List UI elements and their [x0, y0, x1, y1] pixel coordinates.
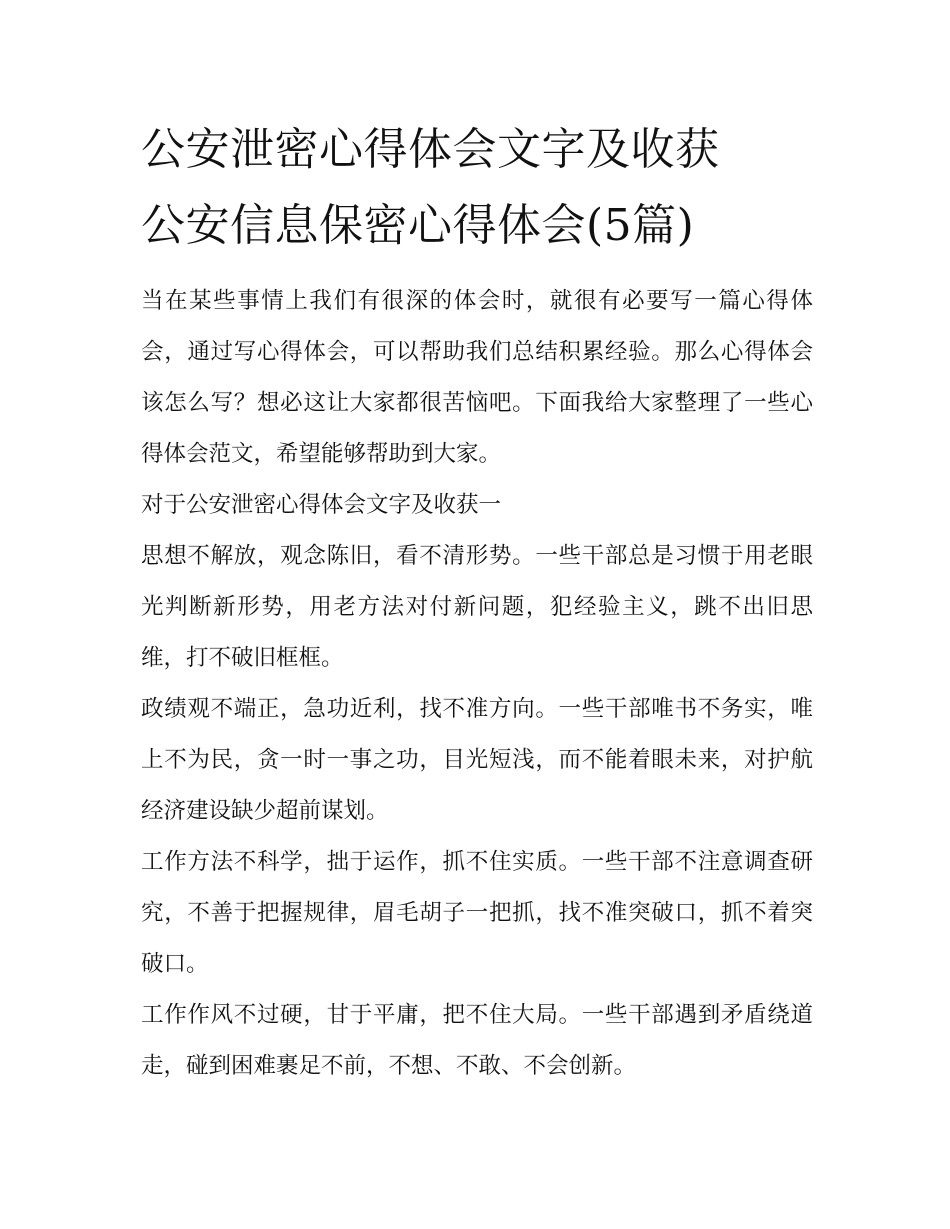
- title-line-2: 公安信息保密心得体会(5篇): [141, 200, 695, 251]
- body-paragraph-work-method: 工作方法不科学，拙于运作，抓不住实质。一些干部不注意调查研究，不善于把握规律，眉毛胡子一把抓，找不准突破口，抓不着突破口。: [141, 849, 813, 977]
- document-title: [141, 112, 813, 264]
- intro-paragraph: 当在某些事情上我们有很深的体会时，就很有必要写一篇心得体会，通过写心得体会，可以帮助我们总结积累经验。那么心得体会该怎么写？想必这让大家都很苦恼吧。下面我给大家整理了一些心得体会范文，希望能够帮助到大家。: [141, 288, 813, 467]
- document-page: [141, 112, 813, 1092]
- body-paragraph-work-style: 工作作风不过硬，甘于平庸，把不住大局。一些干部遇到矛盾绕道走，碰到困难裹足不前，不想、不敢、不会创新。: [141, 1002, 813, 1079]
- body-paragraph-performance-view: 政绩观不端正，急功近利，找不准方向。一些干部唯书不务实，唯上不为民，贪一时一事之功，目光短浅，而不能着眼未来，对护航经济建设缺少超前谋划。: [141, 696, 813, 824]
- section-heading: 对于公安泄密心得体会文字及收获一: [141, 492, 502, 518]
- title-line-1: 公安泄密心得体会文字及收获: [141, 124, 720, 175]
- body-paragraph-thinking: 思想不解放，观念陈旧，看不清形势。一些干部总是习惯于用老眼光判断新形势，用老方法对付新问题，犯经验主义，跳不出旧思维，打不破旧框框。: [141, 543, 813, 671]
